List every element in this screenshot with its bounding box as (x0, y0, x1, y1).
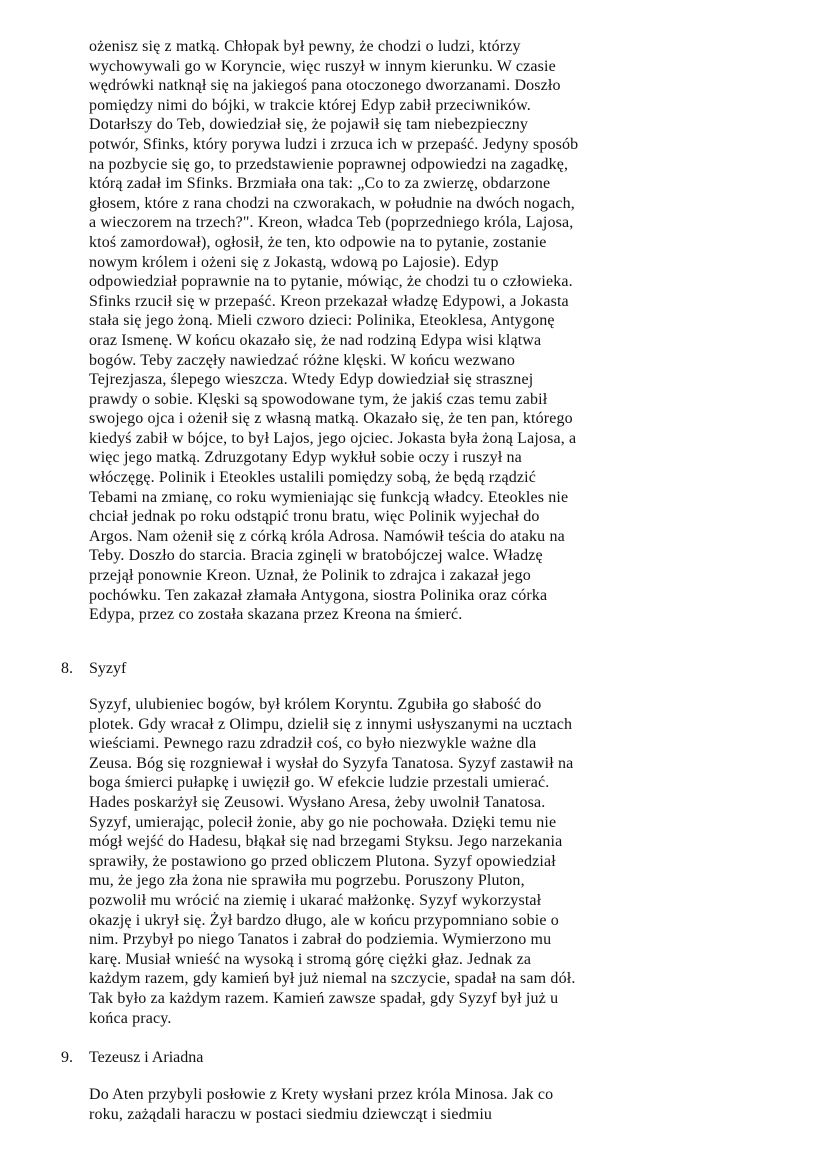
section-title: Syzyf (89, 660, 127, 677)
section-number: 8. (61, 660, 73, 677)
paragraph-tezeusz: Do Aten przybyli posłowie z Krety wysłani przez króla Minosa. Jak co roku, zażądali haraczu w postaci siedmiu dziewcząt i siedmiu (89, 1086, 554, 1123)
section-heading-tezeusz (61, 1048, 203, 1068)
section-title: Tezeusz i Ariadna (89, 1049, 204, 1066)
paragraph-syzyf: Syzyf, ulubieniec bogów, był królem Koryntu. Zgubiła go słabość do plotek. Gdy wracał z Olimpu, dzielił się z innymi usłyszanymi na ucztach wieściami. Pewnego razu zdradził coś, co było niezwykle ważne dla Zeusa. Bóg się rozgniewał i wysłał do Syzyfa Tanatosa. Syzyf zastawił na boga śmierci pułapkę i uwięził go. W efekcie ludzie przestali umierać. Hades poskarżył się Zeusowi. Wysłano Aresa, żeby uwolnił Tanatosa. Syzyf, umierając, polecił żonie, aby go nie pochowała. Dzięki temu nie mógł wejść do Hadesu, błąkał się nad brzegami Styksu. Jego narzekania sprawiły, że postawiono go przed obliczem Plutona. Syzyf opowiedział mu, że jego zła żona nie sprawiła mu pogrzebu. Poruszony Pluton, pozwolił mu wrócić na ziemię i ukarać małżonkę. Syzyf wykorzystał okazję i ukrył się. Żył bardzo długo, ale w końcu przypomniano sobie o nim. Przybył po niego Tanatos i zabrał do podziemia. Wymierzono mu karę. Musiał wnieść na wysoką i stromą górę ciężki głaz. Jednak za każdym razem, gdy kamień był już niemal na szczycie, spadał na sam dół. Tak było za każdym razem. Kamień zawsze spadał, gdy Syzyf był już u końca pracy. (89, 696, 576, 1027)
section-heading-syzyf (61, 659, 126, 679)
section-number: 9. (61, 1049, 73, 1066)
paragraph-edyp: ożenisz się z matką. Chłopak był pewny, że chodzi o ludzi, którzy wychowywali go w Koryncie, więc ruszył w innym kierunku. W czasie wędrówki natknął się na jakiegoś pana otoczonego dworzanami. Doszło pomiędzy nimi do bójki, w trakcie której Edyp zabił przeciwników. Dotarłszy do Teb, dowiedział się, że pojawił się tam niebezpieczny potwór, Sfinks, który porywa ludzi i zrzuca ich w przepaść. Jedyny sposób na pozbycie się go, to przedstawienie poprawnej odpowiedzi na zagadkę, którą zadał im Sfinks. Brzmiała ona tak: „Co to za zwierzę, obdarzone głosem, które z rana chodzi na czworakach, w południe na dwóch nogach, a wieczorem na trzech?". Kreon, władca Teb (poprzedniego króla, Lajosa, ktoś zamordował), ogłosił, że ten, kto odpowie na to pytanie, zostanie nowym królem i ożeni się z Jokastą, wdową po Lajosie). Edyp odpowiedział poprawnie na to pytanie, mówiąc, że chodzi tu o człowieka. Sfinks rzucił się w przepaść. Kreon przekazał władzę Edypowi, a Jokasta stała się jego żoną. Mieli czworo dzieci: Polinika, Eteoklesa, Antygonę oraz Ismenę. W końcu okazało się, że nad rodziną Edypa wisi klątwa bogów. Teby zaczęły nawiedzać różne klęski. W końcu wezwano Tejrezjasza, ślepego wieszcza. Wtedy Edyp dowiedział się strasznej prawdy o sobie. Klęski są spowodowane tym, że jakiś czas temu zabił swojego ojca i ożenił się z własną matką. Okazało się, że ten pan, którego kiedyś zabił w bójce, to był Lajos, jego ojciec. Jokasta była żoną Lajosa, a więc jego matką. Zdruzgotany Edyp wykłuł sobie oczy i ruszył na włóczęgę. Polinik i Eteokles ustalili pomiędzy sobą, że będą rządzić Tebami na zmianę, co roku wymieniając się funkcją władcy. Eteokles nie chciał jednak po roku odstąpić tronu bratu, więc Polinik wyjechał do Argos. Nam ożenił się z córką króla Adrosa. Namówił teścia do ataku na Teby. Doszło do starcia. Bracia zginęli w bratobójczej walce. Władzę przejął ponownie Kreon. Uznał, że Polinik to zdrajca i zakazał jego pochówku. Ten zakazał złamała Antygona, siostra Polinika oraz córka Edypa, przez co została skazana przez Kreona na śmierć. (89, 38, 579, 624)
